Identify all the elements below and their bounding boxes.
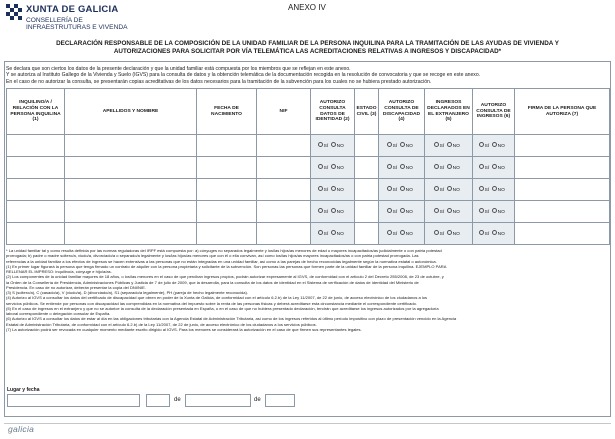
radio-button-icon[interactable] [434,186,439,191]
table-row [7,135,610,157]
birthdate-cell[interactable] [197,135,257,157]
income-consent-cell [473,201,515,223]
foreign-income-no-option[interactable] [447,210,460,215]
title-line-2: AUTORIZACIONES PARA SOLICITAR POR VÍA TELEMÁTICA LAS ACREDITACIONES RELATIVAS A INGRESOS Y DISCAPACIDAD* [113,48,502,56]
radio-button-icon[interactable] [318,230,323,235]
option-label: NO [452,165,460,171]
name-cell[interactable] [65,157,197,179]
radio-button-icon[interactable] [387,186,392,191]
option-label: NO [452,187,460,193]
option-label: SÍ [323,165,329,171]
option-label: NO [405,187,413,193]
foreign-income-cell [425,135,473,157]
footnote-line: RELLENAR EL IMPRESO: inquilino/a, cónyuge e hijo/a/as. [6,269,112,274]
header-birthdate: FECHA DE NACIMIENTO [197,89,257,135]
option-label: NO [336,209,344,215]
option-label: NO [497,231,505,237]
nif-cell[interactable] [257,157,311,179]
header-signature: FIRMA DE LA PERSONA QUE AUTORIZA (7) [515,89,610,135]
radio-button-icon[interactable] [331,142,336,147]
footnote-line: laboral correspondiente o delegación consular de España. [6,311,111,316]
radio-button-icon[interactable] [479,230,484,235]
foreign-income-no-option[interactable] [447,188,460,193]
radio-button-icon[interactable] [387,164,392,169]
income-consent-cell [473,179,515,201]
income-consent-yes-option[interactable] [479,232,489,237]
relation-cell[interactable] [7,201,65,223]
birthdate-cell[interactable] [197,201,257,223]
birthdate-cell[interactable] [197,157,257,179]
radio-button-icon[interactable] [400,230,405,235]
footnote-line: (3) S (soltero/a), C (casado/a), V (viudo/a), D (divorciado/a), S1 (separado/a legalmente), PH (pareja de hecho legalmente reconocida). [6,290,249,295]
option-label: SÍ [323,231,329,237]
radio-button-icon[interactable] [387,208,392,213]
radio-button-icon[interactable] [447,142,452,147]
footnote-line: Presidencia. En caso de no autorizar, deberán presentar la copia del DNI/NIE. [6,284,146,290]
option-label: SÍ [439,209,445,215]
option-label: NO [405,209,413,215]
income-consent-yes-option[interactable] [479,166,489,171]
header-name: APELLIDOS Y NOMBRE [65,89,197,135]
option-label: SÍ [439,165,445,171]
radio-button-icon[interactable] [479,186,484,191]
department-line-2: INFRAESTRUTURAS E VIVENDA [26,24,128,32]
birthdate-cell[interactable] [197,223,257,245]
table-body [7,135,610,245]
footnote-line: (6) Autorizo al IGVS a consultar los datos de estar al día en las obligaciones tributarias con la Agencia Estatal de Administración Tributaria, así como de los ingresos referidos al último período impositivo con plazo de presentación vencido en la Agencia [6,316,457,322]
disability-consent-cell [379,201,425,223]
disability-consent-yes-option[interactable] [387,188,397,193]
radio-button-icon[interactable] [318,164,323,169]
identity-consent-no-option[interactable] [331,210,344,215]
name-cell[interactable] [65,201,197,223]
disability-consent-yes-option[interactable] [387,232,397,237]
intro-line: Y se autoriza al Instituto Gallego de la Vivienda y Suelo (IGVS) para la consulta de datos y la obtención telemática de la documentación recogida en la resolución de convocatoria y que se recoge en este anexo. [6,72,481,79]
table-row [7,179,610,201]
foreign-income-cell [425,157,473,179]
identity-consent-no-option[interactable] [331,166,344,171]
income-consent-yes-option[interactable] [479,210,489,215]
signature-cell[interactable] [515,135,610,157]
option-label: SÍ [392,231,398,237]
identity-consent-cell [311,223,355,245]
table-header-row [7,89,610,135]
civil-status-cell[interactable] [355,135,379,157]
radio-button-icon[interactable] [492,164,497,169]
income-consent-no-option[interactable] [492,210,505,215]
relation-cell[interactable] [7,179,65,201]
option-label: SÍ [323,209,329,215]
identity-consent-no-option[interactable] [331,188,344,193]
place-input[interactable] [7,394,140,407]
radio-button-icon[interactable] [387,230,392,235]
table-row [7,157,610,179]
radio-button-icon[interactable] [447,230,452,235]
income-consent-yes-option[interactable] [479,188,489,193]
identity-consent-cell [311,179,355,201]
header-foreign-income: INGRESOS DECLARADOS EN EL EXTRANJERO (5) [425,89,473,135]
option-label: NO [336,231,344,237]
footnote-line: (2) Los componentes de la unidad familiar mayores de 18 años, o los/las menores en el caso de que perciban ingresos propios, podrán autorizar expresamente al IGVS, de conformidad con el artículo 2 del Decreto 255/2008, de 23 de octubre, y [6,274,444,280]
identity-consent-yes-option[interactable] [318,166,328,171]
radio-button-icon[interactable] [492,208,497,213]
disability-consent-cell [379,179,425,201]
date-separator: de [174,397,181,403]
radio-button-icon[interactable] [447,164,452,169]
radio-button-icon[interactable] [434,230,439,235]
option-label: NO [452,209,460,215]
disability-consent-cell [379,223,425,245]
footnote-line: (5) En el caso de ingresos en el extranjero y que no se autorice la consulta de la declaración presentada en España, o en el caso de que no hubiera presentado declaración, tendrán que acreditarse los ingresos autorizados por la agregaduría [6,305,439,311]
radio-button-icon[interactable] [447,208,452,213]
radio-button-icon[interactable] [318,208,323,213]
footnote-line: Estatal de Administración Tributaria, de conformidad con el artículo 6.2.b) de la Ley 11/2007, de 22 de junio, de acceso electrónico de los ciudadanos a los servicios públicos. [6,321,317,327]
radio-button-icon[interactable] [400,142,405,147]
foreign-income-no-option[interactable] [447,144,460,149]
option-label: NO [497,209,505,215]
income-consent-cell [473,135,515,157]
footnote-line: referencias a la unidad familiar a los efectos de ingresos se hacen extensivas a las personas que no están integradas en una unidad familiar, así como a las parejas de hecho reconocidas legalmente según la normativa estatal o autonómica. [6,258,437,264]
header-civil-status: ESTADO CIVIL (3) [355,89,379,135]
disability-consent-no-option[interactable] [400,210,413,215]
place-date-label: Lugar y fecha [7,387,40,393]
header-disability-consent: AUTORIZO CONSULTA DE DISCAPACIDAD (4) [379,89,425,135]
foreign-income-yes-option[interactable] [434,188,444,193]
header-nif: NIF [257,89,311,135]
disability-consent-cell [379,157,425,179]
option-label: NO [452,143,460,149]
identity-consent-yes-option[interactable] [318,232,328,237]
disability-consent-yes-option[interactable] [387,144,397,149]
signature-cell[interactable] [515,179,610,201]
header-relation: INQUILINO/A / RELACIÓN CON LA PERSONA INQUILINA (1) [7,89,65,135]
day-input[interactable] [146,394,170,407]
declaration-intro [6,66,606,85]
option-label: SÍ [323,143,329,149]
birthdate-cell[interactable] [197,179,257,201]
nif-cell[interactable] [257,179,311,201]
radio-button-icon[interactable] [434,142,439,147]
radio-button-icon[interactable] [479,142,484,147]
page-header [6,3,609,37]
nif-cell[interactable] [257,223,311,245]
nif-cell[interactable] [257,135,311,157]
identity-consent-yes-option[interactable] [318,144,328,149]
document-title [10,40,605,56]
signature-cell[interactable] [515,201,610,223]
radio-button-icon[interactable] [492,186,497,191]
disability-consent-no-option[interactable] [400,232,413,237]
radio-button-icon[interactable] [331,208,336,213]
xunta-logo-icon [6,4,22,20]
relation-cell[interactable] [7,135,65,157]
income-consent-cell [473,223,515,245]
option-label: NO [336,165,344,171]
footnote-line: la Orden de la Consellería de Presidencia, Administraciones Públicas y Justicia de 7 de julio de 2009, que la desarrolla, para la consulta de los datos de identidad en el Sistema de verificación de datos de identidad del Ministerio de [6,279,419,285]
option-label: SÍ [392,209,398,215]
radio-button-icon[interactable] [492,230,497,235]
table-row [7,223,610,245]
name-cell[interactable] [65,179,197,201]
disability-consent-no-option[interactable] [400,144,413,149]
footnote-line: (7) La autorización podrá ser revocada en cualquier momento mediante escrito dirigido al IGVS. Para los menores se considerará la autorización en el caso de que firmen sus representantes legales. [6,326,362,332]
foreign-income-cell [425,223,473,245]
income-consent-yes-option[interactable] [479,144,489,149]
nif-cell[interactable] [257,201,311,223]
identity-consent-no-option[interactable] [331,232,344,237]
table-row [7,201,610,223]
department-name [26,17,128,32]
radio-button-icon[interactable] [331,230,336,235]
option-label: SÍ [484,165,490,171]
civil-status-cell[interactable] [355,179,379,201]
option-label: SÍ [439,143,445,149]
identity-consent-yes-option[interactable] [318,188,328,193]
option-label: NO [497,165,505,171]
family-members-table [6,88,610,245]
option-label: SÍ [484,231,490,237]
foreign-income-cell [425,201,473,223]
footnote-line: * La unidad familiar tal y como resulta definida por las normas reguladoras del IRPF está compuesta por: a) cónyuges no separados legalmente y los/las hijos/as menores de edad o mayores incapacitados/as judicialmente o con patria potestad [6,248,442,253]
option-label: SÍ [484,143,490,149]
option-label: NO [336,187,344,193]
relation-cell[interactable] [7,223,65,245]
option-label: SÍ [439,231,445,237]
date-separator: de [254,397,261,403]
annex-label: ANEXO IV [288,3,326,12]
option-label: NO [452,231,460,237]
galicia-footer-logo: galicia [8,424,35,434]
option-label: SÍ [392,165,398,171]
radio-button-icon[interactable] [387,142,392,147]
identity-consent-cell [311,201,355,223]
radio-button-icon[interactable] [331,186,336,191]
footnote-line: (1) En primer lugar figurará la persona que tenga firmado un contrato de alquiler con la persona propietaria y solicitante de la subvención. Son personas las personas que formen parte de la unidad familiar de la persona inquilina. EJEMPLO PARA [6,263,447,269]
org-name: XUNTA DE GALICIA [26,4,119,15]
option-label: SÍ [484,209,490,215]
relation-cell[interactable] [7,157,65,179]
foreign-income-no-option[interactable] [447,166,460,171]
identity-consent-no-option[interactable] [331,144,344,149]
footnote-line: (4) Autorizo al IGVS a consultar los datos del certificado de discapacidad que obren en poder de la Xunta de Galicia, de conformidad con el artículo 6.2.b) de la Ley 11/2007, de 22 de junio, de acceso electrónico de los ciudadanos a los [6,295,428,301]
income-consent-no-option[interactable] [492,232,505,237]
option-label: SÍ [484,187,490,193]
radio-button-icon[interactable] [434,208,439,213]
radio-button-icon[interactable] [479,164,484,169]
option-label: SÍ [392,187,398,193]
civil-status-cell[interactable] [355,201,379,223]
name-cell[interactable] [65,223,197,245]
foreign-income-yes-option[interactable] [434,166,444,171]
title-line-1: DECLARACIÓN RESPONSABLE DE LA COMPOSICIÓN DE LA UNIDAD FAMILIAR DE LA PERSONA INQUILINA PARA LA TRAMITACIÓN DE LAS AYUDAS DE VIVIENDA Y [56,40,559,47]
option-label: SÍ [323,187,329,193]
option-label: NO [405,231,413,237]
option-label: NO [405,143,413,149]
civil-status-cell[interactable] [355,157,379,179]
foreign-income-yes-option[interactable] [434,210,444,215]
footer-divider [4,423,611,424]
option-label: SÍ [439,187,445,193]
option-label: NO [497,143,505,149]
radio-button-icon[interactable] [479,208,484,213]
radio-button-icon[interactable] [447,186,452,191]
month-input[interactable] [185,394,251,407]
radio-button-icon[interactable] [434,164,439,169]
footnote-line: servicios públicos. Se entiende por personas con discapacidad las comprendidas en la normativa del impuesto sobre la renta de las personas físicas y deberá acreditarse esta circunstancia mediante el correspondiente certificado. [6,300,417,306]
radio-button-icon[interactable] [492,142,497,147]
footnote-line: prorrogada; b) padre o madre soltero/a, viudo/a, divorciado/a o separado/a legalmente y los/las hijos/as menores que con él o ella convivan, así como los/las hijos/as mayores incapacitados/as o con patria potestad prorrogada. Las [6,253,419,259]
year-input[interactable] [265,394,295,407]
option-label: NO [497,187,505,193]
signature-cell[interactable] [515,223,610,245]
identity-consent-yes-option[interactable] [318,210,328,215]
income-consent-no-option[interactable] [492,166,505,171]
intro-line: En el caso de no autorizar la consulta, se presentarán copias acreditativas de los datos necesarios para la tramitación de la subvención para los cuales no se hubiera prestado autorización. [6,78,432,85]
footnotes [6,248,606,332]
department-line-1: CONSELLERÍA DE [26,17,83,24]
civil-status-cell[interactable] [355,223,379,245]
disability-consent-yes-option[interactable] [387,166,397,171]
option-label: SÍ [392,143,398,149]
header-income-consent: AUTORIZO CONSULTA DE INGRESOS (6) [473,89,515,135]
option-label: NO [336,143,344,149]
foreign-income-yes-option[interactable] [434,232,444,237]
intro-line: Se declara que son ciertos los datos de la presente declaración y que la unidad familiar está compuesta por los miembros que se reflejan en este anexo. [6,66,351,72]
disability-consent-yes-option[interactable] [387,210,397,215]
foreign-income-cell [425,179,473,201]
option-label: NO [405,165,413,171]
header-identity-consent: AUTORIZO CONSULTA DATOS DE IDENTIDAD (2) [311,89,355,135]
radio-button-icon[interactable] [318,186,323,191]
signature-cell[interactable] [515,157,610,179]
foreign-income-no-option[interactable] [447,232,460,237]
disability-consent-no-option[interactable] [400,188,413,193]
income-consent-cell [473,157,515,179]
identity-consent-cell [311,157,355,179]
identity-consent-cell [311,135,355,157]
foreign-income-yes-option[interactable] [434,144,444,149]
radio-button-icon[interactable] [400,186,405,191]
radio-button-icon[interactable] [331,164,336,169]
radio-button-icon[interactable] [318,142,323,147]
disability-consent-no-option[interactable] [400,166,413,171]
radio-button-icon[interactable] [400,164,405,169]
radio-button-icon[interactable] [400,208,405,213]
income-consent-no-option[interactable] [492,144,505,149]
disability-consent-cell [379,135,425,157]
income-consent-no-option[interactable] [492,188,505,193]
name-cell[interactable] [65,135,197,157]
